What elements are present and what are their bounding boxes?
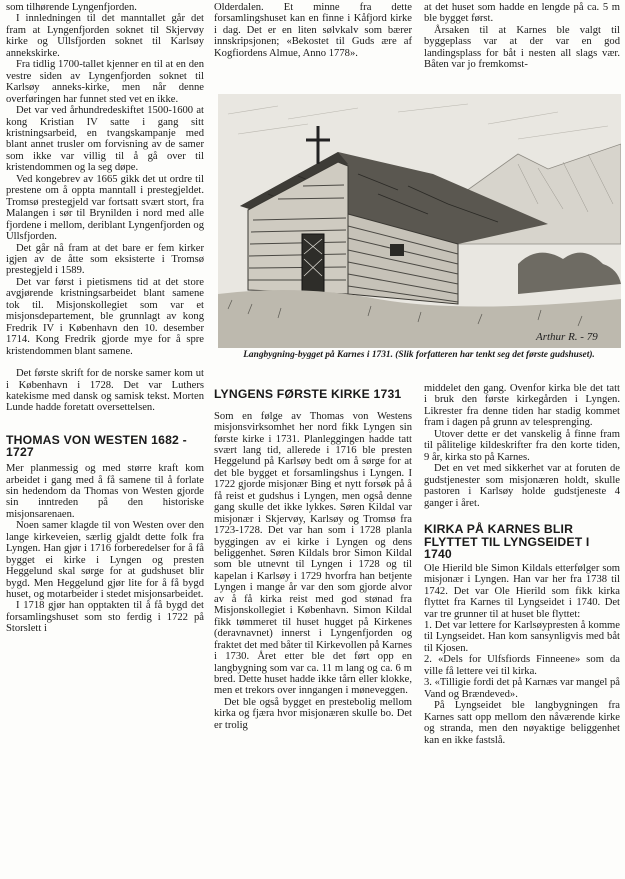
paragraph: Som en følge av Thomas von Westens misjonsvirksomhet her nord fikk Lyngen sin første kirke i 1731. Planleggingen hadde tatt svært lang tid, allerede i 1716 ble presten Heggelund på Karlsøy bedt om å sørge for at det ble bygget et forsamlingshus i Lyngen. I 1722 gjorde misjonær Bing et nytt forsøk på å få reist et gudshus i Lyngen, men også denne gang skulle det ikke lykkes. Søren Kildal var misjonær i Skjervøy, Karlsøy og Tromsø fra 1723-1728. Det var han som i 1728 planla byggingen av ei kirke i Lyngen og dens beliggenhet. Søren Kildals bror Simon Kildal som ble utnevnt til Lyngen i 1728 og til kapelan i Karlsøy i 1729 hvorfra han betjente Lyngen i mange år var den som gjorde alvor av å få kirka reist med god stønad fra Misjonskollegiet i København. Simon Kildal fikk tømmeret til huset hugget på Kirkenes (deravnavnet) innerst i Lyngenfjorden og fraktet det med båter til Kirkevollen på Karnes i 1730. Året etter ble det ført opp en langbygning som var ca. 11 m lang og ca. 6 m bred. Dette huset hadde ikke tårn eller klokke, men et trekors over inngangen i møneveggen. bbox=[214, 410, 412, 697]
church-drawing bbox=[218, 94, 621, 348]
list-item: 2. «Dels for Ulfsfiords Finneene» som da ville få lettere vei til kirka. bbox=[424, 654, 620, 677]
paragraph: Det ble også bygget en prestebolig mellom kirka og fjæra hvor misjonæren skulle bo. Det er trolig bbox=[214, 696, 412, 731]
column-2-top bbox=[214, 0, 412, 59]
paragraph: Fra tidlig 1700-tallet kjenner en til at en den vestre siden av Lyngenfjorden soknet til Karlsøy anneks-kirke, men når denne overføringen har funnet sted vet en ikke. bbox=[6, 59, 204, 105]
paragraph: Utover dette er det vanskelig å finne fram til pålitelige kildeskrifter fra den korte tiden, 9 år, kirka sto på Karnes. bbox=[424, 428, 620, 463]
column-1 bbox=[6, 0, 204, 635]
paragraph: Det første skrift for de norske samer kom ut i København i 1728. Det var Luthers katekisme med dansk og samisk tekst. Morten Lunde hadde foretatt oversettelsen. bbox=[6, 368, 204, 414]
paragraph: På Lyngseidet ble langbygningen fra Karnes satt opp mellom den nåværende kirke og stranda, men den nøyaktige beliggenhet kan en ikke fastslå. bbox=[424, 700, 620, 746]
paragraph: Ole Hierild ble Simon Kildals etterfølger som misjonær i Lyngen. Han var her fra 1738 til 1742. Det var Ole Hierild som fikk kirka flyttet fra Karnes til Lyngseidet i 1740. Det var tre grunner til at huset ble flyttet: bbox=[424, 562, 620, 620]
paragraph: som tilhørende Lyngenfjorden. bbox=[6, 2, 137, 13]
window-icon bbox=[390, 244, 404, 256]
paragraph: Olderdalen. Et minne fra dette forsamlingshuset kan en finne i Kåfjord kirke i dag. Det er en liten sølvkalv som bærer innskripsjonen; «Bekostet til Guds ære af Kogfiordens Almue, Anno 1778». bbox=[214, 2, 412, 59]
door-icon bbox=[302, 234, 324, 292]
column-3-top bbox=[424, 0, 620, 71]
paragraph: I innledningen til det manntallet går det fram at Lyngenfjorden soknet til Skjervøy kirke og Ullsfjorden soknet til Karlsøy annekskirke. bbox=[6, 13, 204, 59]
paragraph: Det en vet med sikkerhet var at foruten de gudstjenester som misjonæren holdt, skulle pastoren i Karlsøy holde gudstjeneste 4 ganger i året. bbox=[424, 463, 620, 509]
section-heading: THOMAS VON WESTEN 1682 - 1727 bbox=[6, 432, 187, 460]
paragraph: Ved kongebrev av 1665 gikk det ut ordre til prestene om å oppta manntall i prestegjeldet. Tromsø prestegjeld var fortsatt svært stort, fra Malangen i sør til Brynilden i nord med alle fjordene i mellom, deriblant Lyngenfjorden og Ullsfjorden. bbox=[6, 173, 204, 243]
list-item: 3. «Tilligie fordi det på Karnæs var mangel på Vand og Brændeved». bbox=[424, 677, 620, 700]
figure-caption: Langbygning-bygget på Karnes i 1731. (Slik forfatteren har tenkt seg det første gudshuset). bbox=[243, 350, 595, 360]
artist-signature: Arthur R. - 79 bbox=[536, 331, 598, 343]
paragraph: Noen samer klagde til von Westen over den lange kirkeveien, særlig gjaldt dette folk fra Lyngen. Han gjør i 1716 forberedelser for å få bygget ei kirke i Lyngen og presten Heggelund skal sørge for at gudshuset blir bygd. Men Heggelund gjør lite for å få bygd huset, og motarbeider i stedet misjonsarbeidet. bbox=[6, 520, 204, 601]
list-item: 1. Det var lettere for Karlsøypresten å komme til Lyngseidet. Han kom sansynligvis med båt til Kjosen. bbox=[424, 620, 620, 654]
paragraph: Årsaken til at Karnes ble valgt til byggeplass var at der var en god landingsplass for båt i nesten all slags vær. Båten var jo fremkomst- bbox=[424, 24, 620, 71]
section-heading: KIRKA PÅ KARNES BLIR FLYTTET TIL LYNGSEIDET I 1740 bbox=[424, 521, 590, 562]
paragraph: at det huset som hadde en lengde på ca. 5 m ble bygget først. bbox=[424, 2, 620, 25]
paragraph: Det var ved århundredeskiftet 1500-1600 at kong Kristian IV satte i gang sitt kristningsarbeid, en tvangskampanje med blant annet trusler om forvisning av de samer som ikke var villig til å gå over til kristendommen og la seg døpe. bbox=[6, 105, 204, 174]
paragraph: middelet den gang. Ovenfor kirka ble det tatt i bruk den første kirkegården i Lyngen. Likrester fra denne tiden har stadig kommet fram i dagen på grunn av telesprenging. bbox=[424, 383, 620, 429]
paragraph: Det går nå fram at det bare er fem kirker igjen av de åtte som eksisterte i Tromsø prestegjeld i 1589. bbox=[6, 242, 204, 277]
column-2-bottom bbox=[214, 388, 412, 731]
section-heading: LYNGENS FØRSTE KIRKE 1731 bbox=[214, 387, 402, 401]
church-sketch-image bbox=[218, 94, 621, 348]
column-3-bottom bbox=[424, 383, 620, 746]
paragraph: Mer planmessig og med større kraft kom arbeidet i gang med å få samene til å forlate sin hedendom da Thomas von Westen gjorde sin inntreden på den historiske misjonsarenaen. bbox=[6, 463, 204, 520]
paragraph: Det var først i pietismens tid at det store avgjørende kristningsarbeidet blant samene tok til. Misjonskollegiet som var et misjonsdepartement, ble grunnlagt av kong Fredrik IV i København den 10. desember 1714. Kong Fredrik gjorde mye for å spre kristendommen blant samene. bbox=[6, 276, 204, 357]
paragraph: I 1718 gjør han opptakten til å få bygd det forsamlingshuset som sto ferdig i 1722 på Storslett i bbox=[6, 600, 204, 635]
